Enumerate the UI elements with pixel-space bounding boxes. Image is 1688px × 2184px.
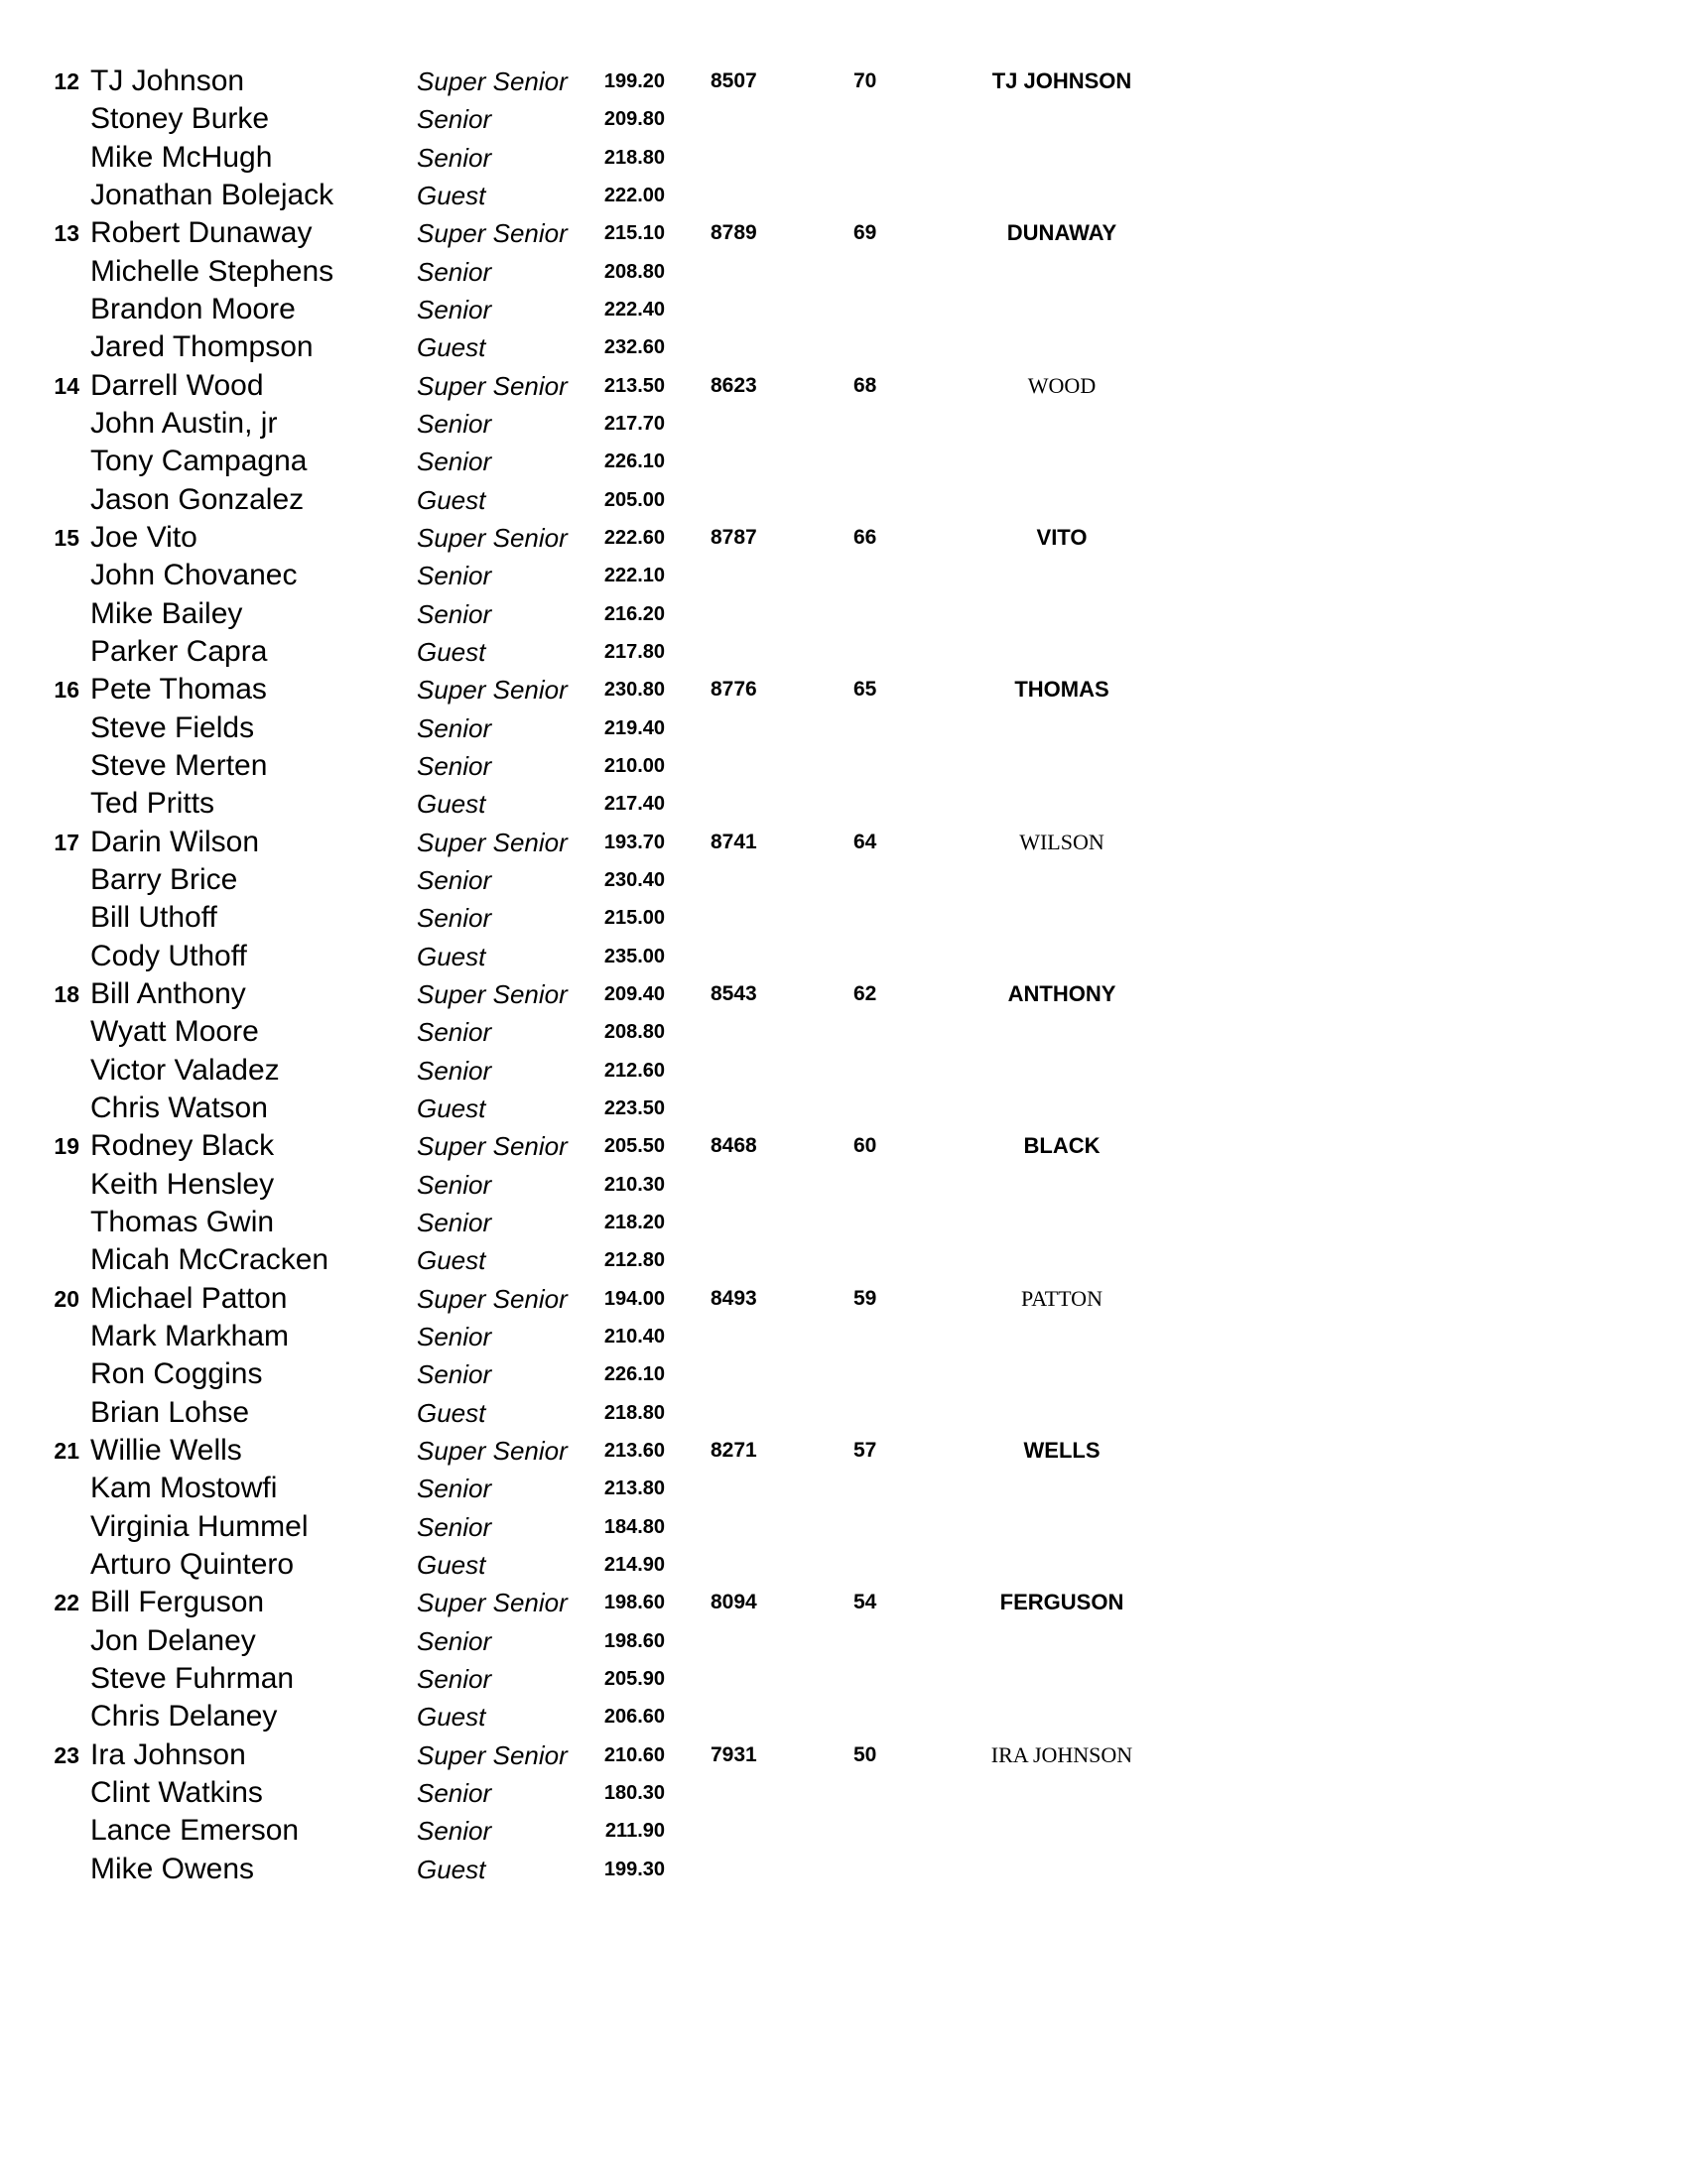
player-score: 223.50 xyxy=(603,1097,665,1120)
player-division: Super Senior xyxy=(417,827,568,857)
player-name: Jared Thompson xyxy=(90,330,314,364)
player-row xyxy=(0,291,1688,328)
player-name: Jonathan Bolejack xyxy=(90,178,334,211)
player-division: Senior xyxy=(417,865,492,896)
team-rank: 13 xyxy=(54,220,79,247)
player-name: Chris Delaney xyxy=(90,1700,278,1734)
player-row xyxy=(0,1280,1688,1318)
player-division: Super Senior xyxy=(417,1131,568,1162)
player-division: Guest xyxy=(417,1702,486,1733)
player-score: 199.20 xyxy=(603,70,665,92)
player-score: 222.00 xyxy=(603,184,665,206)
team-block xyxy=(0,519,1688,671)
team-total: 7931 xyxy=(711,1742,757,1766)
player-row xyxy=(0,595,1688,633)
team-rank: 21 xyxy=(54,1438,79,1465)
player-division: Guest xyxy=(417,1550,486,1581)
team-rank: 12 xyxy=(54,68,79,94)
player-score: 198.60 xyxy=(603,1629,665,1652)
team-points: 57 xyxy=(853,1439,877,1463)
team-points: 68 xyxy=(853,373,877,397)
player-score: 205.50 xyxy=(603,1135,665,1158)
player-division: Guest xyxy=(417,637,486,668)
player-row xyxy=(0,824,1688,861)
player-name: Darrell Wood xyxy=(90,368,264,402)
player-row xyxy=(0,899,1688,937)
player-division: Super Senior xyxy=(417,523,568,554)
player-name: John Chovanec xyxy=(90,559,298,592)
team-block xyxy=(0,367,1688,519)
player-row xyxy=(0,177,1688,214)
player-name: Parker Capra xyxy=(90,635,268,669)
player-division: Senior xyxy=(417,1778,492,1809)
player-score: 226.10 xyxy=(603,1363,665,1386)
player-division: Senior xyxy=(417,1322,492,1352)
player-division: Super Senior xyxy=(417,1739,568,1770)
team-points: 64 xyxy=(853,830,877,853)
player-division: Senior xyxy=(417,1055,492,1086)
player-score: 232.60 xyxy=(603,336,665,359)
player-name: Virginia Hummel xyxy=(90,1509,309,1543)
player-score: 230.40 xyxy=(603,869,665,892)
player-row xyxy=(0,1584,1688,1621)
player-row xyxy=(0,63,1688,100)
player-row xyxy=(0,747,1688,785)
player-division: Guest xyxy=(417,484,486,515)
team-name: IRA JOHNSON xyxy=(990,1741,1133,1767)
player-score: 184.80 xyxy=(603,1515,665,1538)
player-division: Senior xyxy=(417,903,492,934)
player-name: Tony Campagna xyxy=(90,445,308,478)
player-name: Steve Merten xyxy=(90,749,268,783)
player-row xyxy=(0,1622,1688,1660)
player-division: Senior xyxy=(417,1169,492,1200)
team-standings-list xyxy=(0,63,1688,1888)
player-division: Senior xyxy=(417,1625,492,1656)
player-score: 215.00 xyxy=(603,907,665,930)
player-division: Guest xyxy=(417,1245,486,1276)
player-division: Senior xyxy=(417,751,492,782)
player-name: Clint Watkins xyxy=(90,1776,263,1810)
player-score: 213.80 xyxy=(603,1477,665,1500)
player-score: 218.20 xyxy=(603,1212,665,1234)
team-name: FERGUSON xyxy=(999,1590,1124,1615)
player-score: 208.80 xyxy=(603,1021,665,1044)
team-points: 65 xyxy=(853,678,877,702)
player-name: Victor Valadez xyxy=(90,1053,280,1087)
team-name: TJ JOHNSON xyxy=(991,68,1132,93)
player-row xyxy=(0,1127,1688,1165)
player-score: 235.00 xyxy=(603,945,665,967)
player-name: Willie Wells xyxy=(90,1434,242,1468)
team-total: 8741 xyxy=(711,830,757,853)
player-row xyxy=(0,100,1688,138)
team-total: 8507 xyxy=(711,69,757,92)
team-total: 8543 xyxy=(711,982,757,1006)
player-division: Senior xyxy=(417,142,492,173)
team-rank: 19 xyxy=(54,1133,79,1160)
team-total: 8094 xyxy=(711,1591,757,1614)
player-score: 218.80 xyxy=(603,1401,665,1424)
team-total: 8623 xyxy=(711,373,757,397)
player-division: Super Senior xyxy=(417,66,568,96)
player-name: Ira Johnson xyxy=(90,1737,246,1771)
player-score: 212.80 xyxy=(603,1249,665,1272)
player-row xyxy=(0,405,1688,443)
player-division: Guest xyxy=(417,180,486,210)
player-name: Wyatt Moore xyxy=(90,1015,259,1049)
player-score: 199.30 xyxy=(603,1858,665,1880)
player-row xyxy=(0,785,1688,823)
team-rank: 18 xyxy=(54,981,79,1008)
team-total: 8789 xyxy=(711,221,757,245)
player-score: 210.60 xyxy=(603,1743,665,1766)
player-name: Ted Pritts xyxy=(90,787,215,821)
team-rank: 16 xyxy=(54,677,79,704)
player-score: 213.50 xyxy=(603,374,665,397)
team-block xyxy=(0,1280,1688,1432)
player-row xyxy=(0,1241,1688,1279)
player-score: 180.30 xyxy=(603,1782,665,1805)
player-row xyxy=(0,1090,1688,1127)
team-points: 66 xyxy=(853,526,877,550)
player-row xyxy=(0,938,1688,975)
player-division: Senior xyxy=(417,409,492,440)
player-division: Guest xyxy=(417,1093,486,1124)
player-score: 205.00 xyxy=(603,488,665,511)
team-name: DUNAWAY xyxy=(1006,220,1117,246)
player-row xyxy=(0,1774,1688,1812)
player-score: 210.40 xyxy=(603,1326,665,1349)
player-division: Senior xyxy=(417,295,492,324)
player-score: 194.00 xyxy=(603,1287,665,1310)
player-score: 193.70 xyxy=(603,831,665,853)
player-row xyxy=(0,1736,1688,1774)
player-division: Super Senior xyxy=(417,1588,568,1618)
player-division: Super Senior xyxy=(417,1283,568,1314)
team-block xyxy=(0,1432,1688,1584)
player-name: Bill Ferguson xyxy=(90,1586,265,1619)
player-division: Super Senior xyxy=(417,1436,568,1467)
team-total: 8271 xyxy=(711,1439,757,1463)
player-division: Guest xyxy=(417,941,486,971)
team-rank: 14 xyxy=(54,372,79,399)
player-name: Darin Wilson xyxy=(90,825,260,858)
player-row xyxy=(0,481,1688,519)
team-total: 8776 xyxy=(711,678,757,702)
player-division: Senior xyxy=(417,561,492,591)
team-block xyxy=(0,214,1688,366)
team-block xyxy=(0,1584,1688,1735)
player-division: Senior xyxy=(417,598,492,629)
player-division: Senior xyxy=(417,1511,492,1542)
player-row xyxy=(0,214,1688,252)
team-name: PATTON xyxy=(1021,1285,1103,1311)
team-points: 54 xyxy=(853,1591,877,1614)
team-name: BLACK xyxy=(1023,1133,1101,1159)
player-row xyxy=(0,671,1688,708)
player-row xyxy=(0,1698,1688,1735)
player-row xyxy=(0,709,1688,747)
player-row xyxy=(0,1355,1688,1393)
player-name: Bill Uthoff xyxy=(90,901,217,935)
team-rank: 23 xyxy=(54,1741,79,1768)
team-name: WILSON xyxy=(1019,829,1104,854)
player-score: 206.60 xyxy=(603,1706,665,1729)
player-name: Micah McCracken xyxy=(90,1243,329,1277)
player-division: Senior xyxy=(417,256,492,287)
player-division: Guest xyxy=(417,1854,486,1884)
player-division: Super Senior xyxy=(417,370,568,401)
team-rank: 15 xyxy=(54,525,79,552)
player-division: Guest xyxy=(417,1397,486,1428)
player-row xyxy=(0,1166,1688,1204)
player-division: Senior xyxy=(417,1664,492,1695)
player-row xyxy=(0,1508,1688,1546)
player-row xyxy=(0,1470,1688,1507)
player-name: Jon Delaney xyxy=(90,1623,256,1657)
team-total: 8787 xyxy=(711,526,757,550)
player-name: Robert Dunaway xyxy=(90,216,313,250)
team-block xyxy=(0,824,1688,975)
player-name: Mike Bailey xyxy=(90,596,243,630)
player-row xyxy=(0,633,1688,671)
player-row xyxy=(0,1546,1688,1584)
player-name: Brian Lohse xyxy=(90,1395,250,1429)
player-row xyxy=(0,367,1688,405)
player-score: 230.80 xyxy=(603,679,665,702)
team-name: VITO xyxy=(1036,525,1088,551)
team-block xyxy=(0,1127,1688,1279)
player-division: Senior xyxy=(417,1359,492,1390)
player-name: Stoney Burke xyxy=(90,102,270,136)
player-score: 210.30 xyxy=(603,1173,665,1196)
team-name: ANTHONY xyxy=(1007,981,1116,1007)
player-name: Chris Watson xyxy=(90,1092,268,1125)
player-row xyxy=(0,1660,1688,1698)
player-division: Guest xyxy=(417,332,486,363)
player-name: Michael Patton xyxy=(90,1281,288,1315)
player-score: 222.60 xyxy=(603,527,665,550)
player-name: Pete Thomas xyxy=(90,673,267,707)
player-row xyxy=(0,1204,1688,1241)
player-name: Mike Owens xyxy=(90,1852,255,1885)
team-points: 59 xyxy=(853,1286,877,1310)
player-score: 208.80 xyxy=(603,260,665,283)
player-score: 217.40 xyxy=(603,793,665,816)
player-score: 226.10 xyxy=(603,450,665,473)
player-score: 209.80 xyxy=(603,108,665,131)
player-row xyxy=(0,1432,1688,1470)
team-rank: 17 xyxy=(54,829,79,855)
player-name: Rodney Black xyxy=(90,1129,275,1163)
team-block xyxy=(0,1736,1688,1888)
player-row xyxy=(0,1851,1688,1888)
player-division: Senior xyxy=(417,1017,492,1048)
player-division: Senior xyxy=(417,447,492,477)
player-score: 222.10 xyxy=(603,565,665,587)
player-row xyxy=(0,557,1688,594)
player-score: 211.90 xyxy=(604,1820,665,1843)
team-total: 8493 xyxy=(711,1286,757,1310)
player-score: 222.40 xyxy=(603,299,665,321)
player-row xyxy=(0,1318,1688,1355)
team-rank: 20 xyxy=(54,1285,79,1312)
player-name: Steve Fields xyxy=(90,710,255,744)
player-score: 212.60 xyxy=(603,1059,665,1082)
player-name: Keith Hensley xyxy=(90,1167,275,1201)
player-row xyxy=(0,1013,1688,1051)
player-row xyxy=(0,139,1688,177)
team-block xyxy=(0,975,1688,1127)
team-block xyxy=(0,671,1688,823)
player-division: Senior xyxy=(417,1816,492,1847)
player-row xyxy=(0,1052,1688,1090)
team-total: 8468 xyxy=(711,1134,757,1158)
player-name: Cody Uthoff xyxy=(90,939,247,972)
player-score: 218.80 xyxy=(603,146,665,169)
player-name: Ron Coggins xyxy=(90,1357,263,1391)
player-row xyxy=(0,443,1688,480)
player-score: 213.60 xyxy=(603,1440,665,1463)
team-points: 50 xyxy=(853,1742,877,1766)
player-division: Senior xyxy=(417,712,492,743)
player-division: Senior xyxy=(417,1474,492,1504)
player-row xyxy=(0,253,1688,291)
player-row xyxy=(0,328,1688,366)
player-division: Super Senior xyxy=(417,979,568,1010)
player-score: 205.90 xyxy=(603,1668,665,1691)
player-score: 215.10 xyxy=(603,222,665,245)
player-score: 214.90 xyxy=(603,1554,665,1577)
team-name: WELLS xyxy=(1023,1438,1101,1464)
player-score: 216.20 xyxy=(603,602,665,625)
player-name: Barry Brice xyxy=(90,863,238,897)
team-points: 69 xyxy=(853,221,877,245)
player-score: 209.40 xyxy=(603,983,665,1006)
player-division: Senior xyxy=(417,1208,492,1238)
team-block xyxy=(0,63,1688,214)
player-name: John Austin, jr xyxy=(90,407,278,441)
player-name: Brandon Moore xyxy=(90,293,296,325)
player-score: 217.70 xyxy=(603,413,665,436)
player-score: 198.60 xyxy=(603,1592,665,1614)
player-name: Joe Vito xyxy=(90,521,197,555)
team-name: WOOD xyxy=(1027,372,1097,398)
player-name: Bill Anthony xyxy=(90,977,246,1011)
player-name: Michelle Stephens xyxy=(90,254,334,288)
player-division: Super Senior xyxy=(417,675,568,706)
player-name: Kam Mostowfi xyxy=(90,1472,278,1505)
player-name: Steve Fuhrman xyxy=(90,1662,295,1696)
team-points: 62 xyxy=(853,982,877,1006)
player-name: Mike McHugh xyxy=(90,140,273,174)
player-row xyxy=(0,1812,1688,1850)
team-rank: 22 xyxy=(54,1590,79,1616)
player-score: 210.00 xyxy=(603,755,665,778)
team-points: 60 xyxy=(853,1134,877,1158)
player-row xyxy=(0,519,1688,557)
player-score: 217.80 xyxy=(603,641,665,664)
team-name: THOMAS xyxy=(1014,677,1109,703)
player-row xyxy=(0,861,1688,899)
player-name: Thomas Gwin xyxy=(90,1206,275,1239)
player-name: TJ Johnson xyxy=(90,64,245,97)
player-name: Mark Markham xyxy=(90,1320,290,1353)
player-name: Arturo Quintero xyxy=(90,1548,295,1582)
player-row xyxy=(0,1394,1688,1432)
player-row xyxy=(0,975,1688,1013)
player-division: Guest xyxy=(417,789,486,820)
player-division: Senior xyxy=(417,104,492,135)
player-score: 219.40 xyxy=(603,716,665,739)
player-name: Lance Emerson xyxy=(90,1814,300,1848)
player-division: Super Senior xyxy=(417,218,568,249)
team-points: 70 xyxy=(853,69,877,92)
player-name: Jason Gonzalez xyxy=(90,482,305,516)
